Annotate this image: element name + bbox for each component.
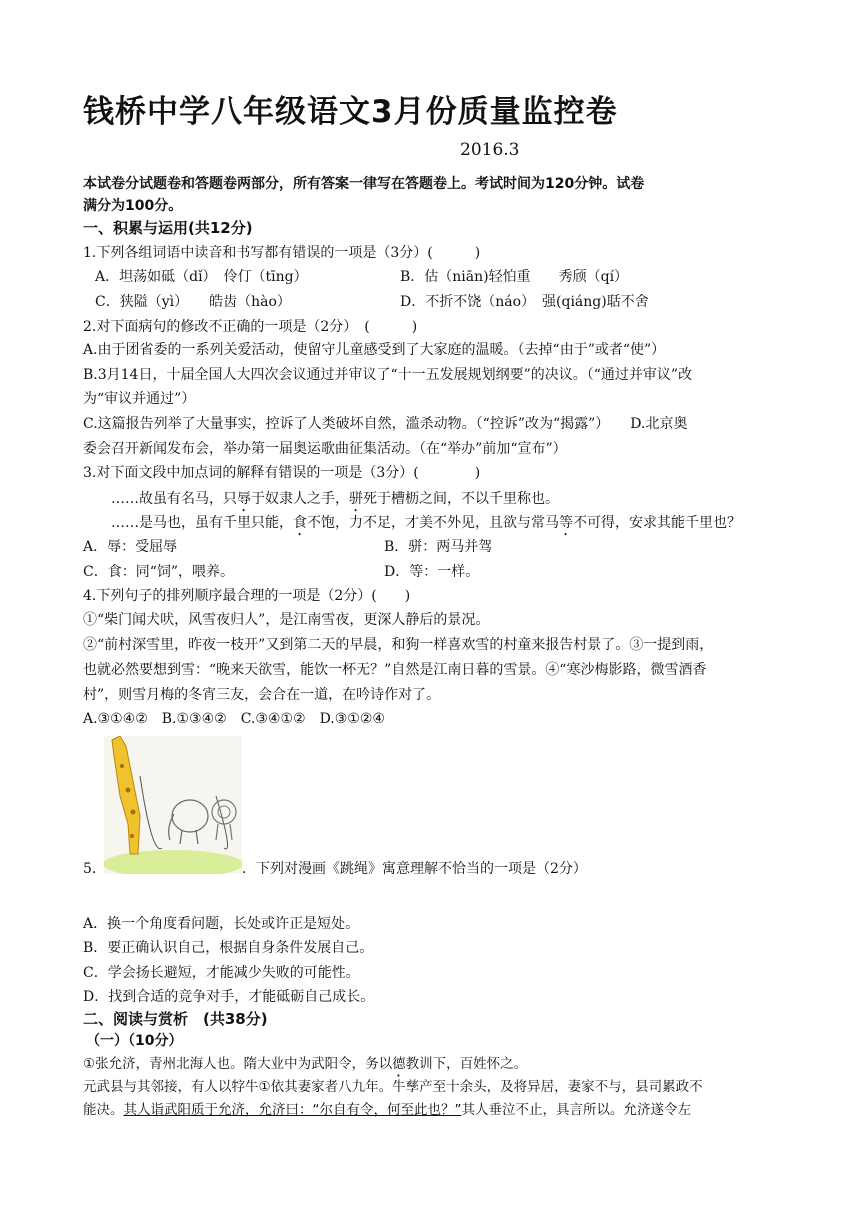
text-run: 其人垂泣不止，具言所以。允济遂令左 <box>461 1102 691 1118</box>
q3-option-c: C．食：同“饲”，喂养。 <box>83 564 235 580</box>
q2-option-b-line1: B.3月14日，十届全国人大四次会议通过并审议了“十一五发展规划纲要”的决议。（“通过并审议”改 <box>83 367 693 383</box>
part-heading-1: （一）（10分） <box>86 1033 183 1049</box>
passage-line-2: 元武县与其邻接，有人以牸牛①依其妻家者八九年。牛孳产至十余头，及将异居，妻家不与，县司累政不 <box>83 1079 703 1095</box>
intro-line-1: 本试卷分试题卷和答题卷两部分，所有答案一律写在答题卷上。考试时间为120分钟。试卷 <box>83 176 645 192</box>
q1-option-b: B．估（niān)轻怕重 秀颀（qí） <box>400 269 629 285</box>
dotted-word: 骈 <box>349 491 363 507</box>
text-run: ……是马也，虽有千里只能， <box>111 515 293 531</box>
q5-stem: ．下列对漫画《跳绳》寓意理解不恰当的一项是（2分） <box>242 861 587 877</box>
exam-date: 2016.3 <box>460 140 520 160</box>
section-heading-2: 二、阅读与赏析 (共38分) <box>83 1010 268 1028</box>
q5-option-d: D．找到合适的竞争对手，才能砥砺自己成长。 <box>83 989 375 1005</box>
q2-stem: 2.对下面病句的修改不正确的一项是（2分） ( ) <box>83 319 418 335</box>
q2-option-a: A.由于团省委的一系列关爱活动，使留守儿童感受到了大家庭的温暖。（去掉“由于”或者“使”） <box>83 342 666 358</box>
text-run: 不可得，安求其能千里也？ <box>573 515 741 531</box>
q5-option-a: A．换一个角度看问题，长处或许正是短处。 <box>83 916 360 932</box>
q3-option-d: D．等：一样。 <box>384 564 480 580</box>
q5-option-b: B．要正确认识自己，根据自身条件发展自己。 <box>83 940 374 956</box>
text-run: 不饱，力不足，才美不外见，且欲与常马 <box>307 515 559 531</box>
jump-rope-cartoon-icon <box>104 736 242 874</box>
q2-option-c: C.这篇报告列举了大量事实，控诉了人类破坏自然，滥杀动物。（“控诉”改为“揭露”） D.北京奥 <box>83 416 688 432</box>
text-run: 能决。 <box>83 1102 124 1118</box>
text-run: 于奴隶人之手， <box>251 491 349 507</box>
q5-option-c: C．学会扬长避短，才能减少失败的可能性。 <box>83 965 360 981</box>
passage-line-3 <box>83 1100 691 1120</box>
q2-option-b-line2: 为“审议并通过”） <box>83 391 196 407</box>
q1-stem: 1.下列各组词语中读音和书写都有错误的一项是（3分）( ) <box>83 245 481 261</box>
q3-passage-line1 <box>111 489 559 515</box>
q3-stem: 3.对下面文段中加点词的解释有错误的一项是（3分）( ) <box>83 465 481 481</box>
q4-options: A.③①④② B.①③④② C.③④①② D.③①②④ <box>83 711 385 727</box>
page-title: 钱桥中学八年级语文3月份质量监控卷 <box>83 94 618 130</box>
q4-sentence-3: 也就必然要想到雪：“晚来天欲雪，能饮一杯无？”自然是江南日暮的雪景。④“寒沙梅影路，微雪酒香 <box>83 662 707 678</box>
text-run: ①张允济，青州北海人也。隋大业中为武阳令，务以 <box>83 1056 393 1072</box>
q3-passage-line2 <box>111 513 741 539</box>
q3-option-b: B．骈：两马并驾 <box>384 539 493 555</box>
underlined-sentence: 其人诣武阳质于允济，允济曰：“尔自有令，何至此也？” <box>123 1102 462 1118</box>
dotted-word: 辱 <box>237 491 251 507</box>
q1-option-a: A．坦荡如砥（dǐ） 伶仃（tīng） <box>95 269 308 285</box>
q1-option-d: D．不折不饶（náo） 强(qiáng)聒不舍 <box>400 294 649 310</box>
text-run: ……故虽有名马，只 <box>111 491 237 507</box>
q2-option-d-line2: 委会召开新闻发布会，举办第一届奥运歌曲征集活动。（在“举办”前加“宣布”） <box>83 441 567 457</box>
dotted-word: 等 <box>559 515 573 531</box>
dotted-word: 食 <box>293 515 307 531</box>
dotted-word: 德 <box>392 1056 406 1072</box>
cartoon-image <box>104 736 242 874</box>
text-run: 死于槽枥之间，不以千里称也。 <box>363 491 559 507</box>
q1-option-c: C．狭隘（yì） 皓齿（hào） <box>95 294 291 310</box>
q4-sentence-2: ②“前村深雪里，昨夜一枝开”又到第二天的早晨，和狗一样喜欢雪的村童来报告村景了。③一提到雨， <box>83 637 714 653</box>
q5-number: 5． <box>83 861 106 877</box>
section-heading-1: 一、积累与运用(共12分) <box>83 219 253 237</box>
q4-stem: 4.下列句子的排列顺序最合理的一项是（2分）( ) <box>83 588 411 604</box>
q3-option-a: A．辱：受屈辱 <box>83 539 178 555</box>
intro-line-2: 满分为100分。 <box>83 198 183 214</box>
q4-sentence-4: 村”，则雪月梅的冬宵三友，会合在一道，在吟诗作对了。 <box>83 687 441 703</box>
text-run: 教训下，百姓怀之。 <box>405 1056 528 1072</box>
q4-sentence-1: ①“柴门闻犬吠，风雪夜归人”，是江南雪夜，更深人静后的景况。 <box>83 612 490 628</box>
